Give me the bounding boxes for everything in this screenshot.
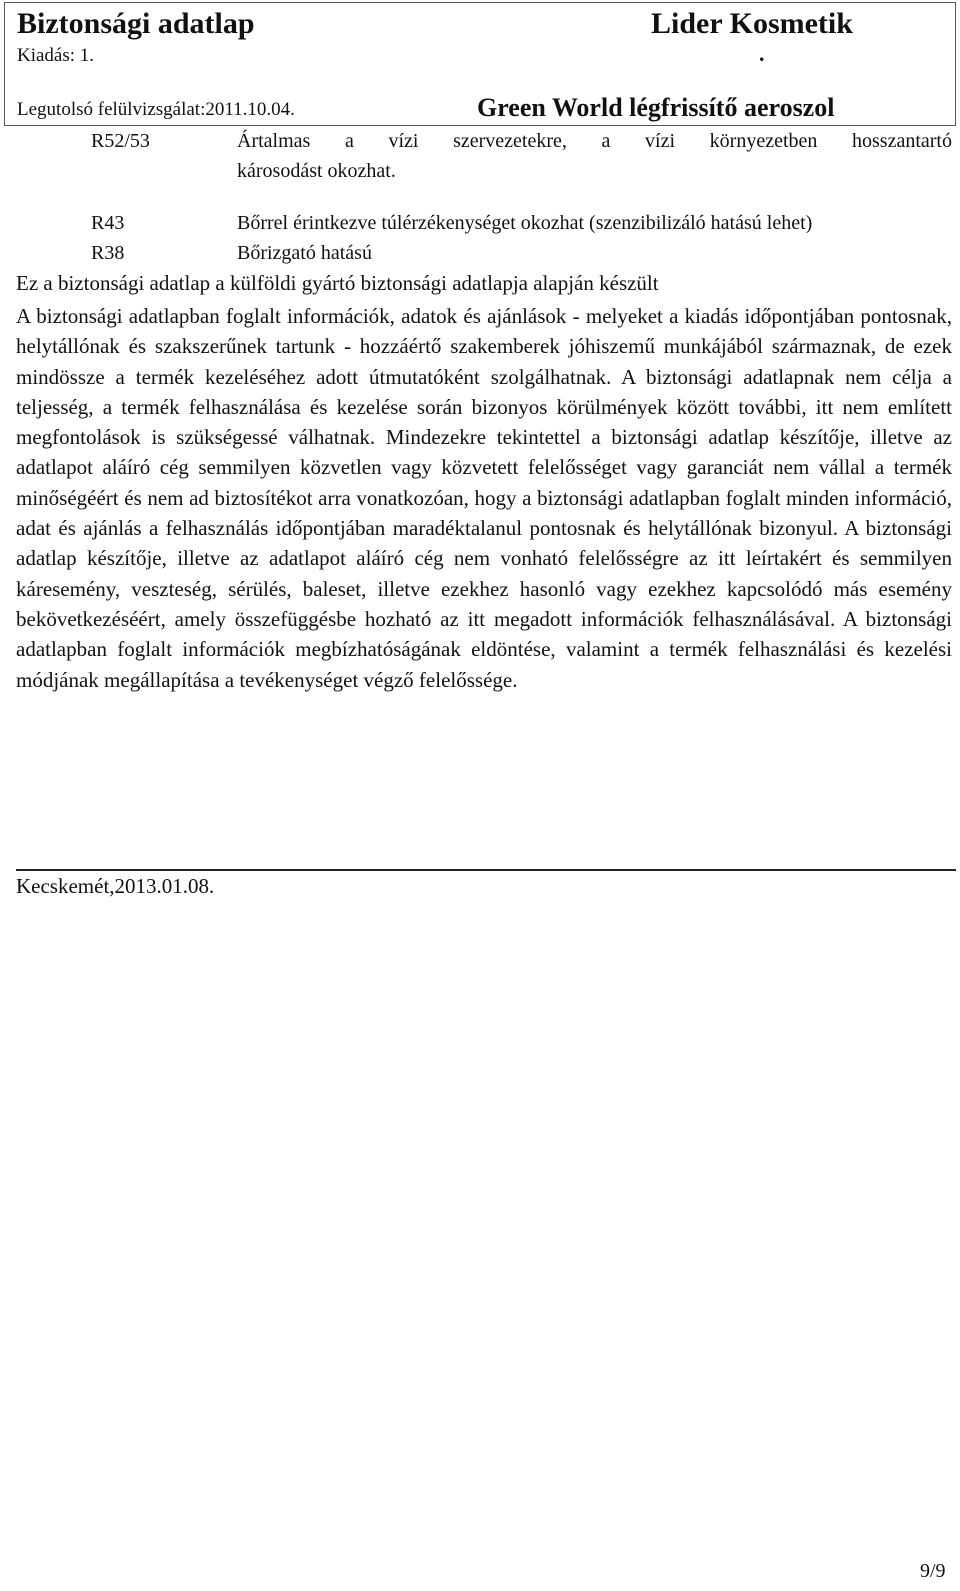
signature-divider: [16, 869, 956, 871]
r-phrase-row: [0, 238, 960, 268]
r-phrase-code: R38: [91, 242, 125, 264]
r-phrase-text: Bőrrel érintkezve túlérzékenységet okozhat (szenzibilizáló hatású lehet): [237, 212, 813, 234]
disclaimer-paragraph: A biztonsági adatlapban foglalt információk, adatok és ajánlások - melyeket a kiadás időpontjában pontosnak, helytállónak és szakszerűnek tartunk - hozzáértő szakemberek jóhiszemű munkájából származnak, de ezek mindössze a termék kezeléséhez adott útmutatóként szolgálhatnak. A biztonsági adatlapnak nem célja a teljesség, a termék felhasználása és kezelése során bizonyos körülmények között további, itt nem említett megfontolások is szükségessé válhatnak. Mindezekre tekintettel a biztonsági adatlap készítője, illetve az adatlapot aláíró cég semmilyen közvetlen vagy közvetett felelősséget vagy garanciát nem vállal a termék minőségéért és nem ad biztosítékot arra vonatkozóan, hogy a biztonsági adatlapban foglalt minden információ, adat és ajánlás a felhasználás időpontjában maradéktalanul pontosnak és helytállónak bizonyul. A biztonsági adatlap készítője, illetve az adatlapot aláíró cég nem vonható felelősségre az itt leírtakért és semmilyen káresemény, veszteség, sérülés, baleset, illetve ezekhez hasonló vagy ezekhez kapcsolódó más esemény bekövetkezéséért, amely összefüggésbe hozható az itt megadott információk felhasználásával. A biztonsági adatlapban foglalt információk megbízhatóságának eldöntése, valamint a termék felhasználási és kezelési módjának megállapítása a tevékenységet végző felelőssége.: [16, 304, 952, 692]
header-dot: .: [759, 41, 765, 66]
revision-date: Legutolsó felülvizsgálat:2011.10.04.: [17, 99, 295, 120]
document-title: Biztonsági adatlap: [17, 7, 255, 40]
document-header: [4, 2, 956, 126]
r-phrase-row: [0, 126, 960, 186]
page-number: 9/9: [920, 1560, 946, 1582]
r-phrase-text: Bőrizgató hatású: [237, 242, 372, 264]
product-name: Green World légfrissítő aeroszol: [477, 93, 835, 122]
company-name: Lider Kosmetik: [651, 7, 853, 40]
r-phrase-text-line: Ártalmas a vízi szervezetekre, a vízi környezetben hosszantartó: [237, 130, 952, 152]
r-phrase-text-line: károsodást okozhat.: [237, 160, 396, 182]
place-date: Kecskemét,2013.01.08.: [16, 874, 215, 898]
r-phrase-code: R52/53: [91, 130, 150, 152]
edition-label: Kiadás: 1.: [17, 45, 95, 66]
r-phrase-code: R43: [91, 212, 125, 234]
r-phrase-row: [0, 208, 960, 238]
source-statement: Ez a biztonsági adatlap a külföldi gyártó biztonsági adatlapja alapján készült: [16, 271, 659, 295]
